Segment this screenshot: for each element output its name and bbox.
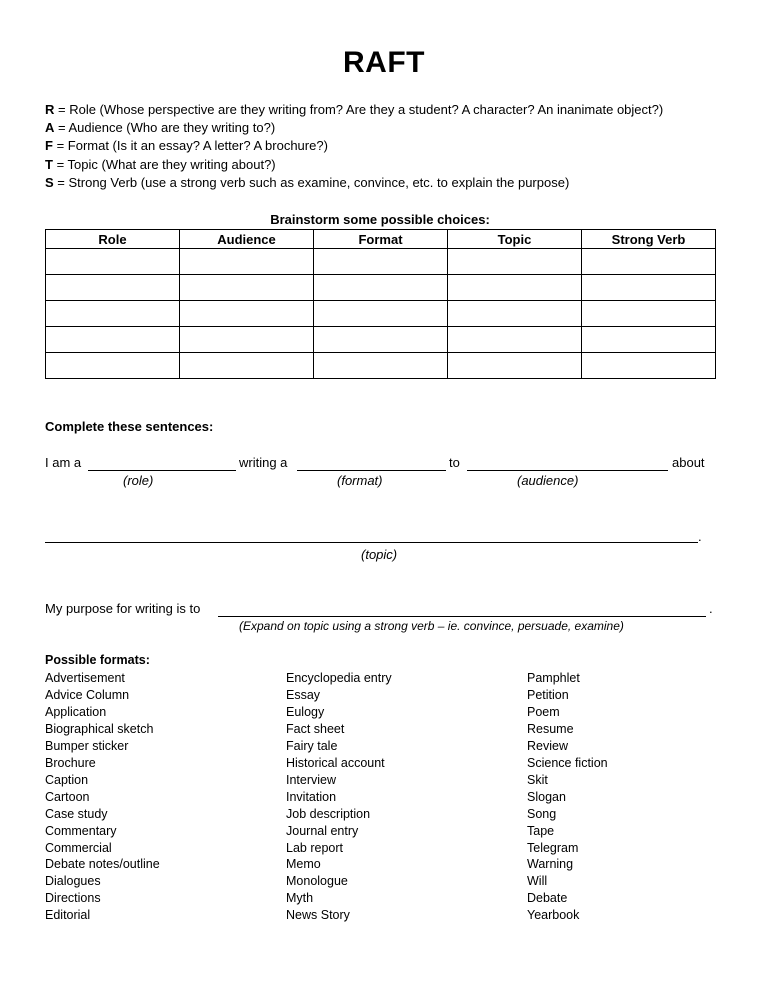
table-cell[interactable] <box>582 353 716 379</box>
list-item: Commercial <box>45 840 112 855</box>
list-item: Fact sheet <box>286 721 345 736</box>
list-item: Essay <box>286 687 321 702</box>
table-row <box>46 353 716 379</box>
table-cell[interactable] <box>180 249 314 275</box>
table-cell[interactable] <box>448 327 582 353</box>
table-row <box>46 327 716 353</box>
table-cell[interactable] <box>46 353 180 379</box>
list-item: Science fiction <box>527 755 608 770</box>
list-item: Will <box>527 874 548 889</box>
list-item: Advice Column <box>45 687 130 702</box>
list-item: Pamphlet <box>527 671 580 685</box>
definition-format <box>45 137 663 155</box>
header-format: Format <box>314 230 448 249</box>
list-item: Case study <box>45 806 108 821</box>
table-cell[interactable] <box>46 301 180 327</box>
complete-sentences-heading: Complete these sentences: <box>45 419 214 434</box>
list-item: Directions <box>45 891 101 906</box>
list-item: Skit <box>527 772 548 787</box>
list-item: Commentary <box>45 823 117 838</box>
list-item: Caption <box>45 772 89 787</box>
topic-hint: (topic) <box>361 547 398 562</box>
list-item: Advertisement <box>45 671 125 685</box>
list-item: Slogan <box>527 789 566 804</box>
table-cell[interactable] <box>180 275 314 301</box>
table-row <box>46 301 716 327</box>
audience-hint: (audience) <box>517 473 579 488</box>
list-item: Petition <box>527 687 569 702</box>
format-hint: (format) <box>337 473 383 488</box>
list-item: Interview <box>286 772 337 787</box>
header-role: Role <box>46 230 180 249</box>
header-topic: Topic <box>448 230 582 249</box>
table-row <box>46 275 716 301</box>
list-item: Cartoon <box>45 789 90 804</box>
definition-topic <box>45 156 663 174</box>
table-cell[interactable] <box>180 353 314 379</box>
definition-letter: T <box>45 156 53 172</box>
list-item: Monologue <box>286 874 348 889</box>
table-cell[interactable] <box>180 301 314 327</box>
table-cell[interactable] <box>314 275 448 301</box>
table-cell[interactable] <box>314 301 448 327</box>
list-item: Journal entry <box>286 823 359 838</box>
i-am-a-text: I am a <box>45 455 82 470</box>
table-cell[interactable] <box>582 301 716 327</box>
list-item: Job description <box>286 806 371 821</box>
table-header-row <box>46 230 716 249</box>
definition-letter: R <box>45 102 55 117</box>
list-item: Dialogues <box>45 874 101 889</box>
topic-period: . <box>698 529 702 544</box>
list-item: Yearbook <box>527 908 580 923</box>
list-item: Fairy tale <box>286 738 338 753</box>
table-cell[interactable] <box>448 301 582 327</box>
definition-letter: A <box>45 120 55 136</box>
list-item: Biographical sketch <box>45 721 154 736</box>
role-hint: (role) <box>123 473 154 488</box>
list-item: Telegram <box>527 840 579 855</box>
header-audience: Audience <box>180 230 314 249</box>
purpose-period: . <box>709 601 713 616</box>
table-cell[interactable] <box>448 249 582 275</box>
list-item: Bumper sticker <box>45 738 129 753</box>
list-item: Warning <box>527 857 574 872</box>
header-strong-verb: Strong Verb <box>582 230 716 249</box>
table-cell[interactable] <box>582 275 716 301</box>
definition-role <box>45 101 663 119</box>
definition-letter: F <box>45 138 53 154</box>
table-cell[interactable] <box>582 327 716 353</box>
table-cell[interactable] <box>582 249 716 275</box>
list-item: Brochure <box>45 755 96 770</box>
purpose-blank[interactable] <box>218 616 706 617</box>
list-item: News Story <box>286 908 350 923</box>
table-cell[interactable] <box>314 353 448 379</box>
role-blank[interactable] <box>88 470 236 471</box>
definition-text: = Audience (Who are they writing to?) <box>54 120 276 136</box>
table-cell[interactable] <box>448 353 582 379</box>
list-item: Poem <box>527 704 560 719</box>
list-item: Encyclopedia entry <box>286 671 392 685</box>
list-item: Song <box>527 806 557 821</box>
format-blank[interactable] <box>297 470 446 471</box>
list-item: Myth <box>286 891 314 906</box>
list-item: Memo <box>286 857 321 872</box>
table-cell[interactable] <box>448 275 582 301</box>
list-item: Debate <box>527 891 568 906</box>
topic-blank[interactable] <box>45 542 698 543</box>
list-item: Debate notes/outline <box>45 857 160 872</box>
possible-formats-heading: Possible formats: <box>45 653 150 667</box>
list-item: Review <box>527 738 568 753</box>
list-item: Application <box>45 704 107 719</box>
purpose-text: My purpose for writing is to <box>45 601 201 616</box>
raft-definitions <box>45 101 663 192</box>
table-row <box>46 249 716 275</box>
definition-strong-verb <box>45 174 663 192</box>
page-title: RAFT <box>343 46 425 79</box>
list-item: Tape <box>527 823 555 838</box>
table-cell[interactable] <box>46 327 180 353</box>
audience-blank[interactable] <box>467 470 668 471</box>
list-item: Lab report <box>286 840 343 855</box>
to-text: to <box>449 455 460 470</box>
purpose-hint: (Expand on topic using a strong verb – ie. convince, persuade, examine) <box>239 619 624 633</box>
list-item: Invitation <box>286 789 337 804</box>
table-cell[interactable] <box>180 327 314 353</box>
table-cell[interactable] <box>46 249 180 275</box>
writing-a-text: writing a <box>239 455 288 470</box>
brainstorm-heading: Brainstorm some possible choices: <box>270 212 490 227</box>
formats-column-1 <box>45 670 160 924</box>
list-item: Eulogy <box>286 704 325 719</box>
list-item: Resume <box>527 721 574 736</box>
table-cell[interactable] <box>314 249 448 275</box>
definition-audience <box>45 119 663 137</box>
brainstorm-table <box>45 229 716 379</box>
list-item: Editorial <box>45 908 91 923</box>
table-cell[interactable] <box>314 327 448 353</box>
list-item: Historical account <box>286 755 385 770</box>
definition-letter: S <box>45 174 54 190</box>
formats-column-2 <box>286 670 392 924</box>
formats-column-3 <box>527 670 608 924</box>
about-text: about <box>672 455 705 470</box>
definition-text: = Format (Is it an essay? A letter? A brochure?) <box>52 138 328 154</box>
definition-text: = Topic (What are they writing about?) <box>52 156 276 172</box>
definition-text: = Role (Whose perspective are they writing from? Are they a student? A character? An inanimate object?) <box>54 102 664 117</box>
table-cell[interactable] <box>46 275 180 301</box>
definition-text: = Strong Verb (use a strong verb such as examine, convince, etc. to explain the purpose) <box>53 174 570 190</box>
